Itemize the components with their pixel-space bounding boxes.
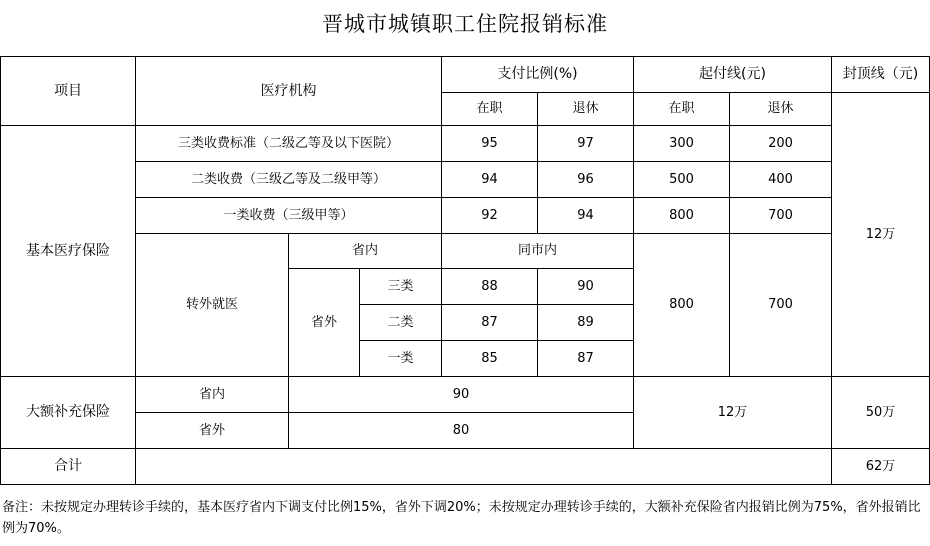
basic-row-name: 三类收费标准（二级乙等及以下医院）	[136, 126, 442, 162]
header-th-retired: 退休	[730, 93, 832, 126]
transfer-label: 转外就医	[136, 234, 289, 377]
transfer-same-city: 同市内	[442, 234, 634, 269]
total-cap: 62万	[832, 449, 930, 485]
transfer-pay-retired: 87	[538, 341, 634, 377]
transfer-pay-retired: 90	[538, 269, 634, 305]
basic-row-name: 二类收费（三级乙等及二级甲等）	[136, 162, 442, 198]
supplement-in-province: 省内	[136, 377, 289, 413]
transfer-class: 一类	[360, 341, 442, 377]
supplement-in-value: 90	[289, 377, 634, 413]
supplement-label: 大额补充保险	[1, 377, 136, 449]
basic-row-th-retired: 200	[730, 126, 832, 162]
transfer-pay-employed: 87	[442, 305, 538, 341]
basic-row-pay-retired: 94	[538, 198, 634, 234]
header-pay-ratio: 支付比例(%)	[442, 57, 634, 93]
basic-row-name: 一类收费（三级甲等）	[136, 198, 442, 234]
header-pay-retired: 退休	[538, 93, 634, 126]
transfer-pay-employed: 85	[442, 341, 538, 377]
transfer-in-province: 省内	[289, 234, 442, 269]
basic-label: 基本医疗保险	[1, 126, 136, 377]
basic-row-pay-employed: 94	[442, 162, 538, 198]
supplement-threshold: 12万	[634, 377, 832, 449]
supplement-out-province: 省外	[136, 413, 289, 449]
basic-row-th-retired: 400	[730, 162, 832, 198]
basic-cap: 12万	[832, 93, 930, 377]
reimbursement-table	[0, 56, 930, 485]
basic-row-th-employed: 800	[634, 198, 730, 234]
header-th-employed: 在职	[634, 93, 730, 126]
total-label: 合计	[1, 449, 136, 485]
basic-row-th-retired: 700	[730, 198, 832, 234]
transfer-class: 三类	[360, 269, 442, 305]
transfer-out-province: 省外	[289, 269, 360, 377]
transfer-pay-employed: 88	[442, 269, 538, 305]
header-cap: 封顶线（元)	[832, 57, 930, 93]
basic-row-pay-retired: 97	[538, 126, 634, 162]
basic-row-pay-employed: 95	[442, 126, 538, 162]
supplement-out-value: 80	[289, 413, 634, 449]
transfer-th-employed: 800	[634, 234, 730, 377]
basic-row-pay-employed: 92	[442, 198, 538, 234]
page-title: 晋城市城镇职工住院报销标准	[322, 12, 608, 36]
transfer-pay-retired: 89	[538, 305, 634, 341]
header-pay-employed: 在职	[442, 93, 538, 126]
transfer-class: 二类	[360, 305, 442, 341]
total-empty	[136, 449, 832, 485]
basic-row-th-employed: 500	[634, 162, 730, 198]
header-item: 项目	[1, 57, 136, 126]
note-text: 备注：未按规定办理转诊手续的，基本医疗省内下调支付比例15%，省外下调20%；未按规定办理转诊手续的，大额补充保险省内报销比例为75%，省外报销比例为70%。	[2, 500, 921, 536]
basic-row-th-employed: 300	[634, 126, 730, 162]
header-threshold: 起付线(元)	[634, 57, 832, 93]
basic-row-pay-retired: 96	[538, 162, 634, 198]
header-institution: 医疗机构	[136, 57, 442, 126]
supplement-cap: 50万	[832, 377, 930, 449]
transfer-th-retired: 700	[730, 234, 832, 377]
